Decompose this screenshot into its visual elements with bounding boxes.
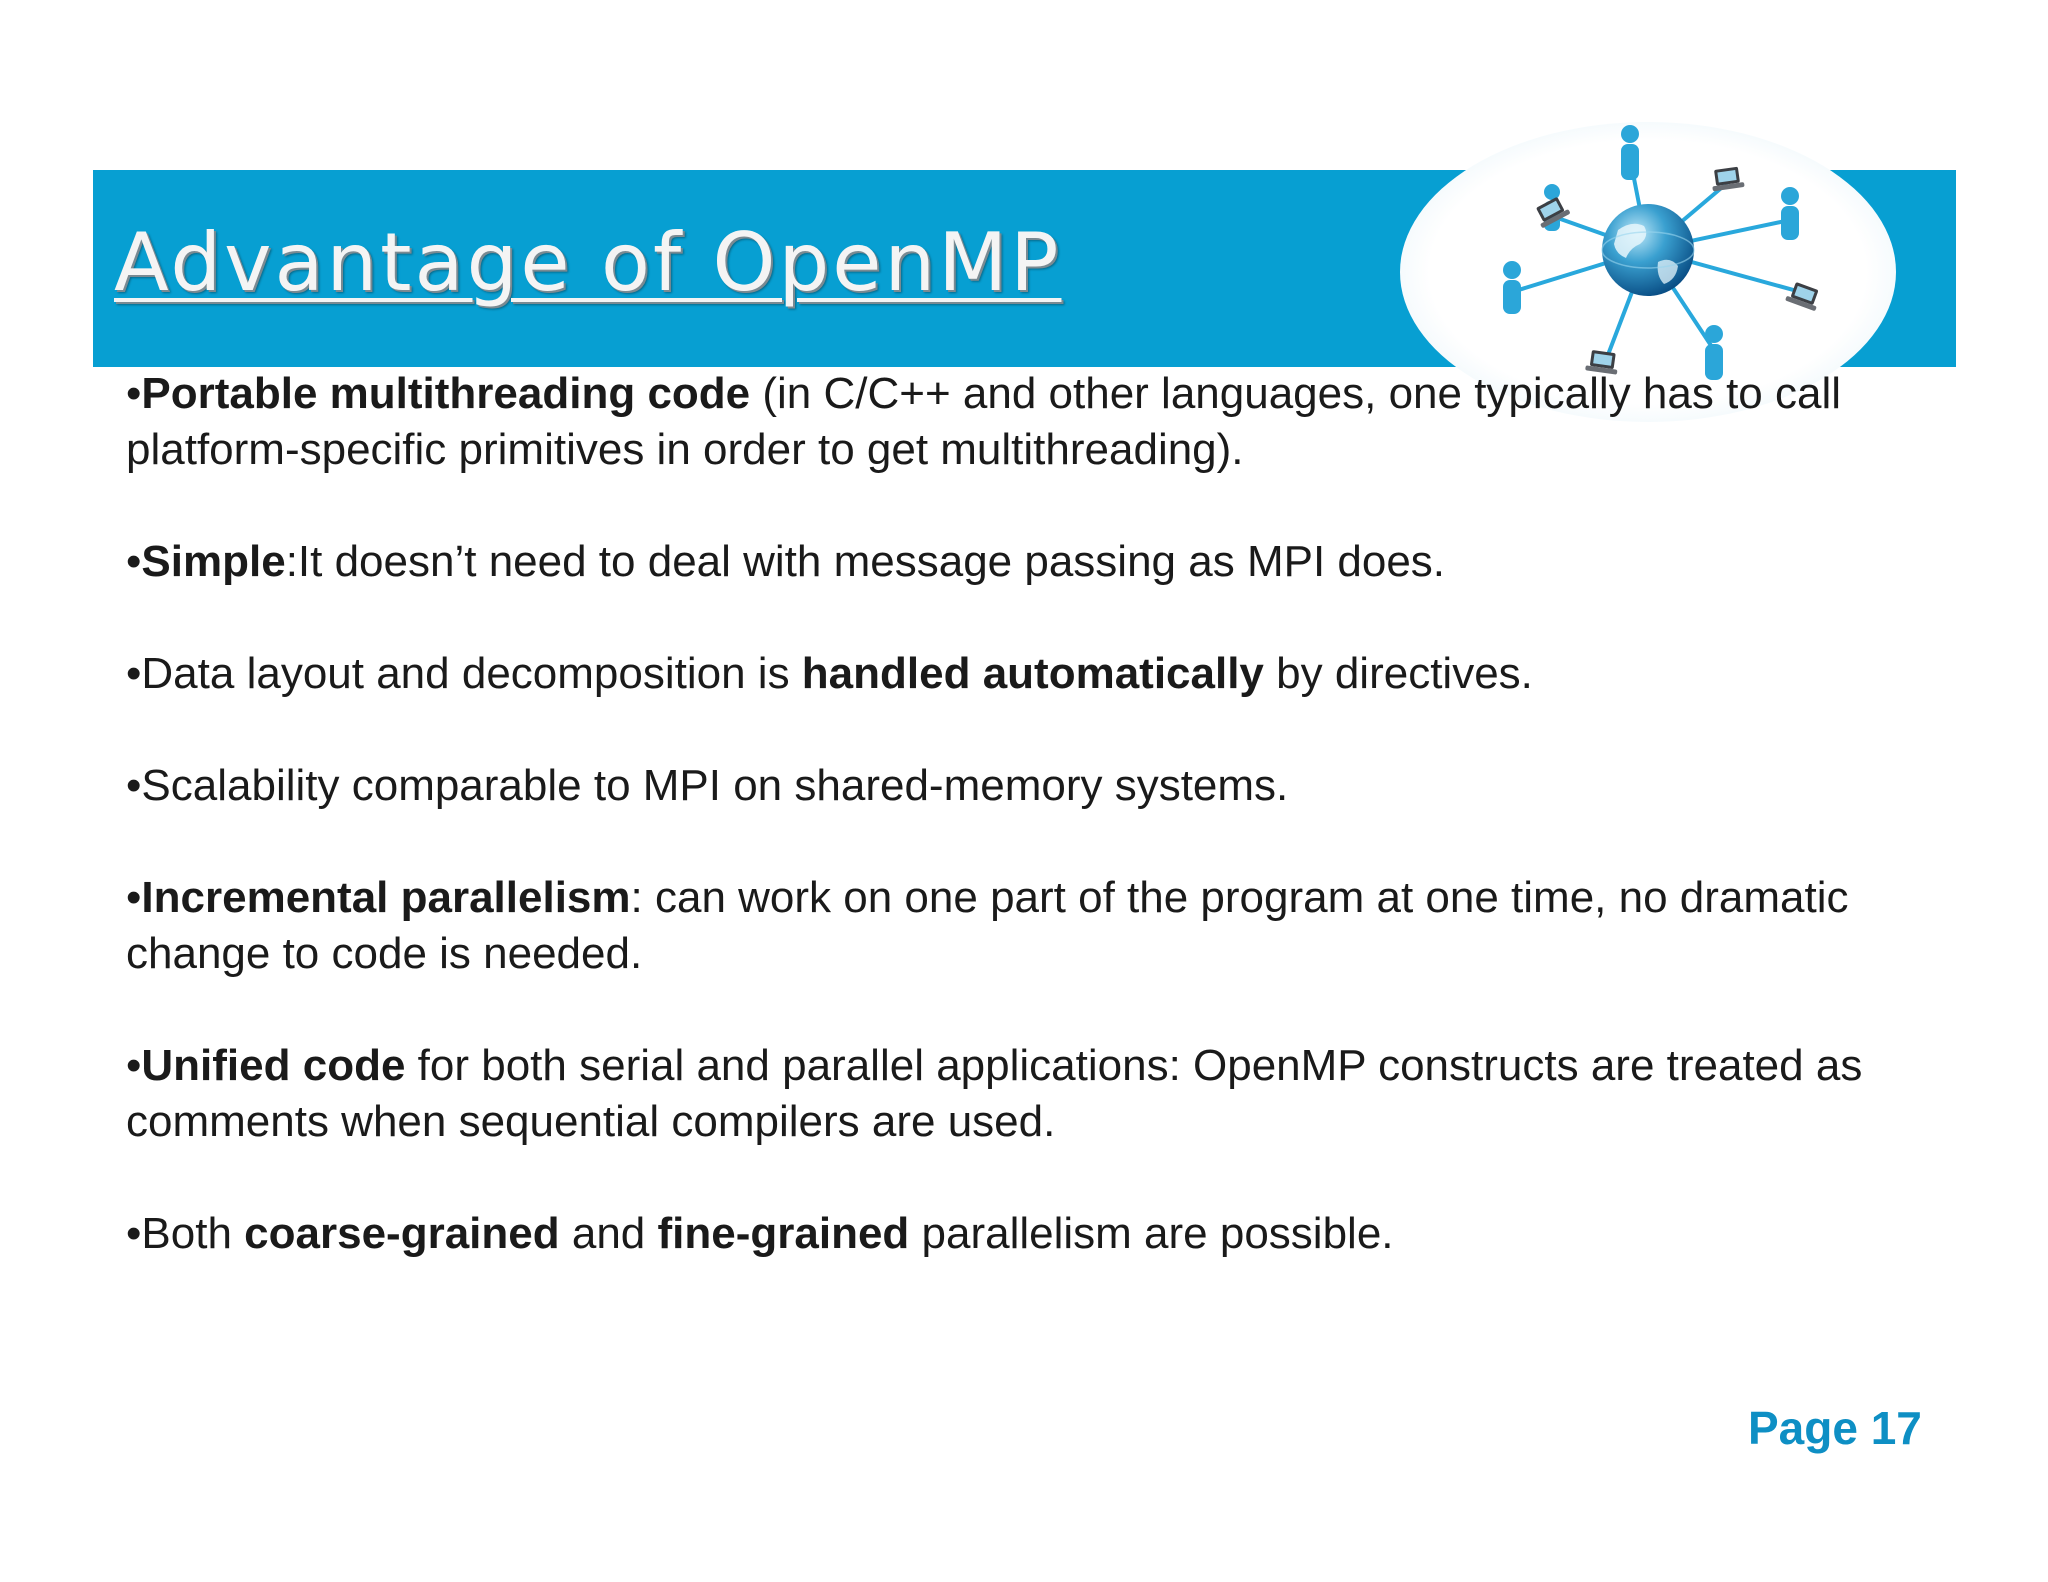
bullet-simple-text: :It doesn’t need to deal with message passing as MPI does. <box>285 537 1446 586</box>
bullet-scalability-text: Scalability comparable to MPI on shared-memory systems. <box>141 761 1289 810</box>
bullet-incremental-keyword: Incremental parallelism <box>141 873 631 922</box>
bullet-portable-keyword: Portable multithreading code <box>141 369 751 418</box>
bullet-simple: •Simple:It doesn’t need to deal with message passing as MPI does. <box>126 537 1446 586</box>
page-number: Page 17 <box>1748 1402 1922 1454</box>
bullet-unified-keyword: Unified code <box>141 1041 406 1090</box>
bullet-incremental: •Incremental parallelism: can work on one part of the program at one time, no dramatic change to code is needed. <box>126 873 1849 978</box>
bullet-granularity-keyword-fine: fine-grained <box>657 1209 910 1258</box>
bullet-unified-text: for both serial and parallel applications: OpenMP constructs are treated as <box>405 1041 1863 1090</box>
bullet-granularity: •Both coarse-grained and fine-grained parallelism are possible. <box>126 1209 1394 1258</box>
bullet-data-layout-keyword: handled automatically <box>801 649 1264 698</box>
slide-title: Advantage of OpenMP <box>114 216 1062 309</box>
bullet-granularity-text-mid: and <box>559 1209 658 1258</box>
bullet-unified-text-cont: comments when sequential compilers are used. <box>126 1097 1056 1146</box>
bullet-unified: •Unified code for both serial and parallel applications: OpenMP constructs are treated as comments when sequential compilers are used. <box>126 1041 1863 1146</box>
bullet-data-layout-text-end: by directives. <box>1263 649 1533 698</box>
bullet-granularity-text-end: parallelism are possible. <box>909 1209 1394 1258</box>
bullet-portable: •Portable multithreading code (in C/C++ and other languages, one typically has to call platform-specific primitives in order to get multithreading). <box>126 369 1842 474</box>
bullet-portable-text: (in C/C++ and other languages, one typically has to call <box>750 369 1842 418</box>
bullet-simple-keyword: Simple <box>141 537 286 586</box>
bullet-data-layout-text: Data layout and decomposition is <box>141 649 802 698</box>
globe-icon <box>1602 204 1694 296</box>
bullet-incremental-text: : can work on one part of the program at one time, no dramatic <box>630 873 1849 922</box>
bullet-granularity-keyword-coarse: coarse-grained <box>244 1209 560 1258</box>
bullet-incremental-text-cont: change to code is needed. <box>126 929 643 978</box>
bullet-data-layout: •Data layout and decomposition is handled automatically by directives. <box>126 649 1533 698</box>
bullet-granularity-text: Both <box>141 1209 245 1258</box>
bullet-portable-text-cont: platform-specific primitives in order to get multithreading). <box>126 425 1244 474</box>
bullet-list <box>126 366 1956 1318</box>
bullet-scalability: •Scalability comparable to MPI on shared-memory systems. <box>126 761 1289 810</box>
